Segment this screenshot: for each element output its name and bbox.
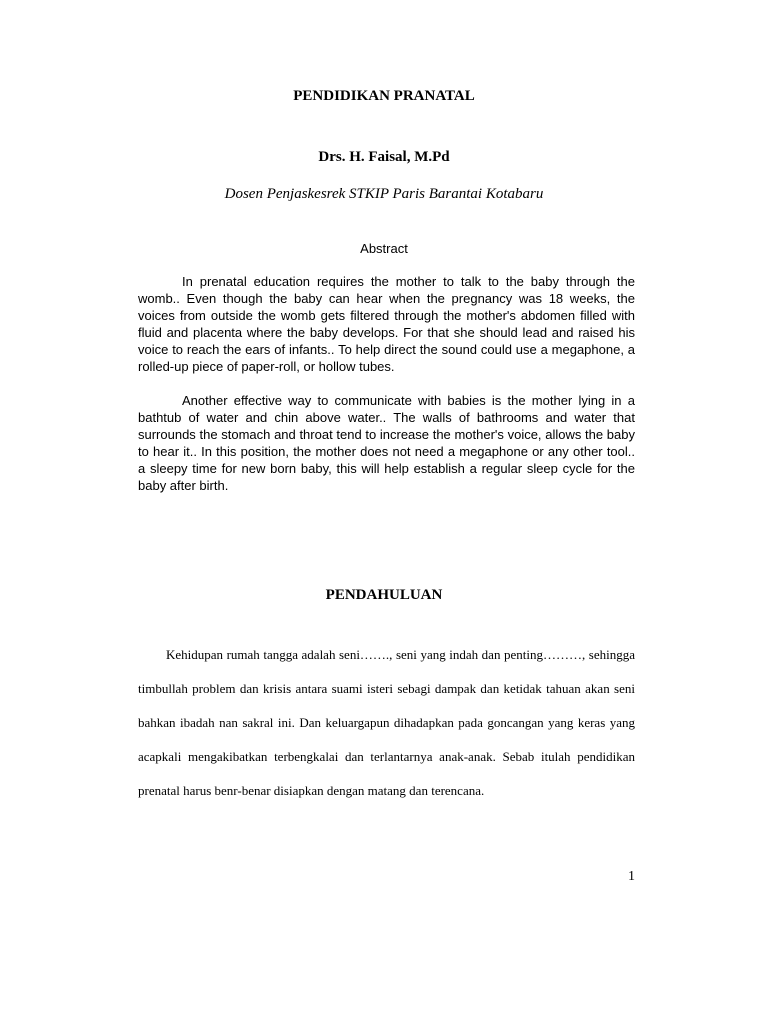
abstract-paragraph-1: In prenatal education requires the mother to talk to the baby through the womb.. Even though the baby can hear when the pregnancy was 18 weeks, the voices from outside the womb gets filtered through the mother's abdomen filled with fluid and placenta where the baby develops. For that she should lead and raised his voice to reach the ears of infants.. To help direct the sound could use a megaphone, a rolled-up piece of paper-roll, or hollow tubes.	[138, 274, 635, 374]
author-name: Drs. H. Faisal, M.Pd	[318, 149, 450, 165]
document-title: PENDIDIKAN PRANATAL	[293, 88, 475, 104]
page-number: 1	[628, 869, 635, 884]
section-heading: PENDAHULUAN	[325, 587, 443, 603]
abstract-paragraph-2: Another effective way to communicate with babies is the mother lying in a bathtub of water and chin above water.. The walls of bathrooms and water that surrounds the stomach and throat tend to increase the mother's voice, allows the baby to hear it.. In this position, the mother does not need a megaphone or any other tool.. a sleepy time for new born baby, this will help establish a regular sleep cycle for the baby after birth.	[138, 393, 635, 493]
abstract-heading: Abstract	[360, 241, 408, 256]
author-affiliation: Dosen Penjaskesrek STKIP Paris Barantai Kotabaru	[224, 186, 544, 202]
introduction-paragraph: Kehidupan rumah tangga adalah seni……., seni yang indah dan penting………, sehingga timbullah problem dan krisis antara suami isteri sebagi dampak dan ketidak tahuan akan seni bahkan ibadah nan sakral ini. Dan keluargapun dihadapkan pada goncangan yang keras yang acapkali mengakibatkan terbengkalai dan terlantarnya anak-anak. Sebab itulah pendidikan prenatal harus benr-benar disiapkan dengan matang dan terencana.	[138, 647, 635, 798]
